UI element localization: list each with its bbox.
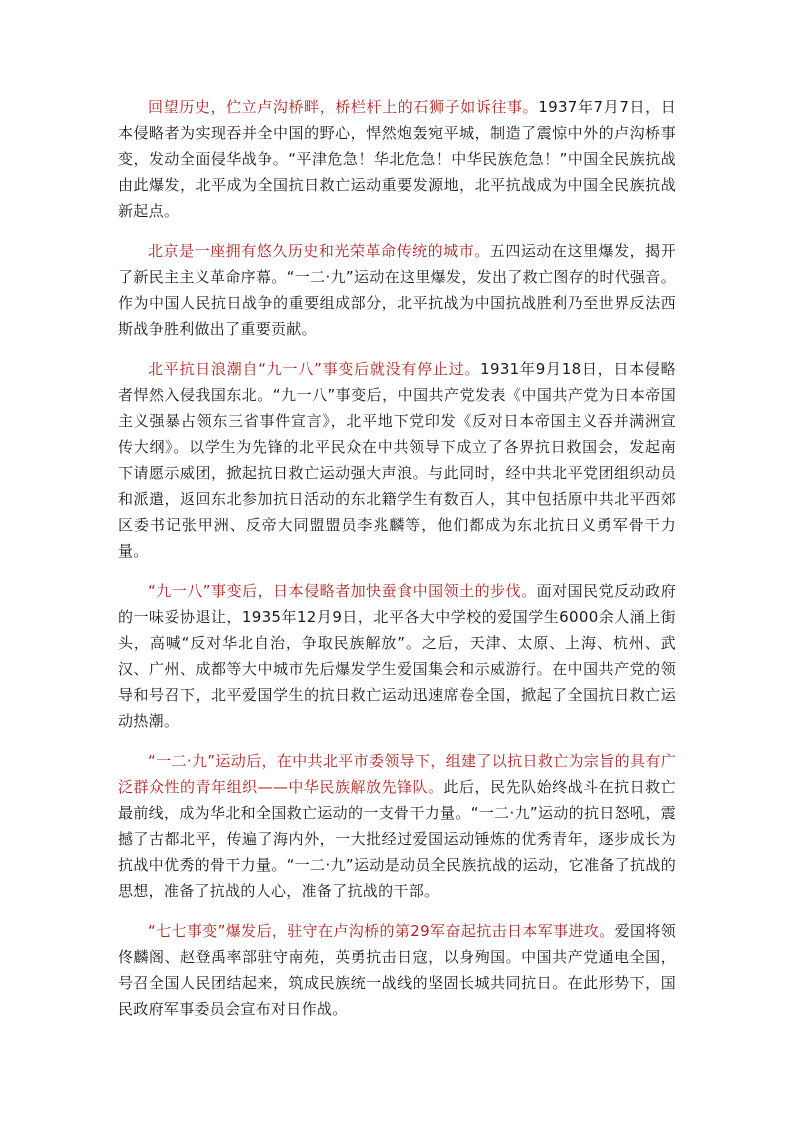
paragraph-4-lead: “九一八”事变后，日本侵略者加快蚕食中国领土的步伐。 [148, 582, 537, 600]
paragraph-1-body: 1937年7月7日，日本侵略者为实现吞并全中国的野心，悍然炮轰宛平城，制造了震惊中外的卢沟桥事变，发动全面侵华战争。“平津危急！华北危急！中华民族危急！”中国全民族抗战由此爆发，北平成为全国抗日救亡运动重要发源地，北平抗战成为中国全民族抗战新起点。 [118, 98, 676, 220]
paragraph-4-body: 面对国民党反动政府的一味妥协退让，1935年12月9日，北平各大中学校的爱国学生6000余人涌上街头，高喊“反对华北自治，争取民族解放”。之后，天津、太原、上海、杭州、武汉、广州、成都等大中城市先后爆发学生爱国集会和示威游行。在中国共产党的领导和号召下，北平爱国学生的抗日救亡运动迅速席卷全国，掀起了全国抗日救亡运动热潮。 [118, 582, 676, 730]
paragraph-5-body: 此后，民先队始终战斗在抗日救亡最前线，成为华北和全国救亡运动的一支骨干力量。“一二·九”运动的抗日怒吼，震撼了古都北平，传遍了海内外，一大批经过爱国运动锤炼的优秀青年，逐步成长为抗战中优秀的骨干力量。“一二·九”运动是动员全民族抗战的运动，它准备了抗战的思想，准备了抗战的人心，准备了抗战的干部。 [118, 778, 676, 900]
paragraph-3-body: 1931年9月18日，日本侵略者悍然入侵我国东北。“九一八”事变后，中国共产党发表《中国共产党为日本帝国主义强暴占领东三省事件宣言》，北平地下党印发《反对日本帝国主义吞并满洲宣传大纲》。以学生为先锋的北平民众在中共领导下成立了各界抗日救国会，发起南下请愿示威团，掀起抗日救亡运动强大声浪。与此同时，经中共北平党团组织动员和派遣，返回东北参加抗日活动的东北籍学生有数百人，其中包括原中共北平西郊区委书记张甲洲、反帝大同盟盟员李兆麟等，他们都成为东北抗日义勇军骨干力量。 [118, 360, 676, 560]
paragraph-5 [118, 748, 676, 904]
document-page [118, 94, 676, 1036]
paragraph-3 [118, 356, 676, 564]
paragraph-6 [118, 918, 676, 1022]
paragraph-4 [118, 578, 676, 734]
paragraph-6-lead: “七七事变”爆发后，驻守在卢沟桥的第29军奋起抗击日本军事进攻。 [148, 922, 615, 940]
paragraph-2-lead: 北京是一座拥有悠久历史和光荣革命传统的城市。 [148, 242, 490, 260]
paragraph-1 [118, 94, 676, 224]
paragraph-2 [118, 238, 676, 342]
paragraph-5-lead: “一二·九”运动后，在中共北平市委领导下，组建了以抗日救亡为宗旨的具有广泛群众性的青年组织——中华民族解放先锋队。 [118, 752, 676, 796]
paragraph-3-lead: 北平抗日浪潮自“九一八”事变后就没有停止过。 [148, 360, 481, 378]
paragraph-6-body: 爱国将领佟麟阁、赵登禹率部驻守南苑，英勇抗击日寇，以身殉国。中国共产党通电全国，号召全国人民团结起来，筑成民族统一战线的坚固长城共同抗日。在此形势下，国民政府军事委员会宣布对日作战。 [118, 922, 677, 1018]
paragraph-2-body: 五四运动在这里爆发，揭开了新民主主义革命序幕。“一二·九”运动在这里爆发，发出了救亡图存的时代强音。作为中国人民抗日战争的重要组成部分，北平抗战为中国抗战胜利乃至世界反法西斯战争胜利做出了重要贡献。 [118, 242, 676, 338]
paragraph-1-lead: 回望历史，伫立卢沟桥畔，桥栏杆上的石狮子如诉往事。 [148, 98, 539, 116]
